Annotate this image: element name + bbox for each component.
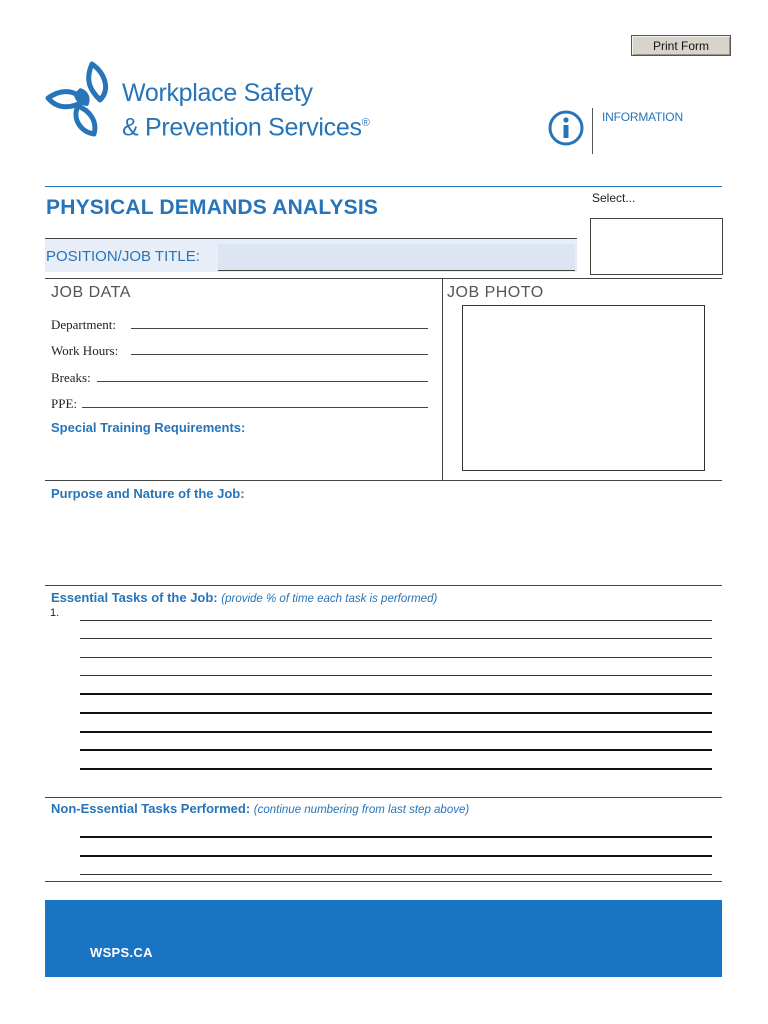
essential-task-line[interactable] [80,638,712,639]
essential-task-line[interactable] [80,675,712,676]
special-training-label: Special Training Requirements: [51,420,246,435]
essential-task-line[interactable] [80,693,712,695]
non-essential-task-line[interactable] [80,874,712,875]
essential-task-line[interactable] [80,657,712,658]
info-separator [592,108,593,154]
ppe-label: PPE: [51,396,78,411]
essential-task-line[interactable] [80,768,712,770]
ppe-input[interactable] [82,407,428,408]
department-label: Department: [51,317,116,332]
information-label: INFORMATION [602,110,683,124]
footer-banner [45,900,722,977]
section-rule [45,278,722,279]
header-rule [45,186,722,187]
select-box-field[interactable] [590,218,723,275]
job-photo-upload[interactable] [462,305,705,471]
non-essential-tasks-label: Non-Essential Tasks Performed: (continue numbering from last step above) [51,801,470,816]
essential-task-line[interactable] [80,731,712,733]
breaks-input[interactable] [97,381,428,382]
breaks-label: Breaks: [51,370,91,385]
brand-line-1: Workplace Safety [122,79,313,107]
work-hours-label: Work Hours: [51,343,119,358]
job-data-heading: JOB DATA [51,284,131,301]
print-form-button[interactable]: Print Form [631,35,731,56]
registered-mark: ® [361,117,370,129]
info-icon [548,110,584,146]
section-rule [45,480,722,481]
position-input[interactable] [218,244,575,271]
section-rule [45,797,722,798]
work-hours-input[interactable] [131,354,428,355]
essential-task-line[interactable] [80,620,712,621]
purpose-label: Purpose and Nature of the Job: [51,486,245,501]
non-essential-task-line[interactable] [80,855,712,857]
section-rule [45,585,722,586]
brand-line-2: & Prevention Services® [122,113,370,142]
footer-website-link[interactable]: WSPS.CA [90,945,153,960]
task-number: 1. [50,607,60,619]
essential-tasks-note: (provide % of time each task is performed) [221,593,438,605]
wsps-trillium-logo-icon [44,60,118,138]
position-label: POSITION/JOB TITLE: [46,248,200,265]
column-divider [442,278,443,480]
essential-task-line[interactable] [80,712,712,714]
select-dropdown-label[interactable]: Select... [592,191,636,205]
job-photo-heading: JOB PHOTO [447,284,544,301]
department-input[interactable] [131,328,428,329]
brand-wordmark [122,78,369,142]
non-essential-task-line[interactable] [80,836,712,838]
page-title: PHYSICAL DEMANDS ANALYSIS [46,196,379,219]
non-essential-tasks-note: (continue numbering from last step above) [253,804,470,816]
essential-tasks-label: Essential Tasks of the Job: (provide % of time each task is performed) [51,590,438,605]
section-rule [45,881,722,882]
essential-task-line[interactable] [80,749,712,751]
